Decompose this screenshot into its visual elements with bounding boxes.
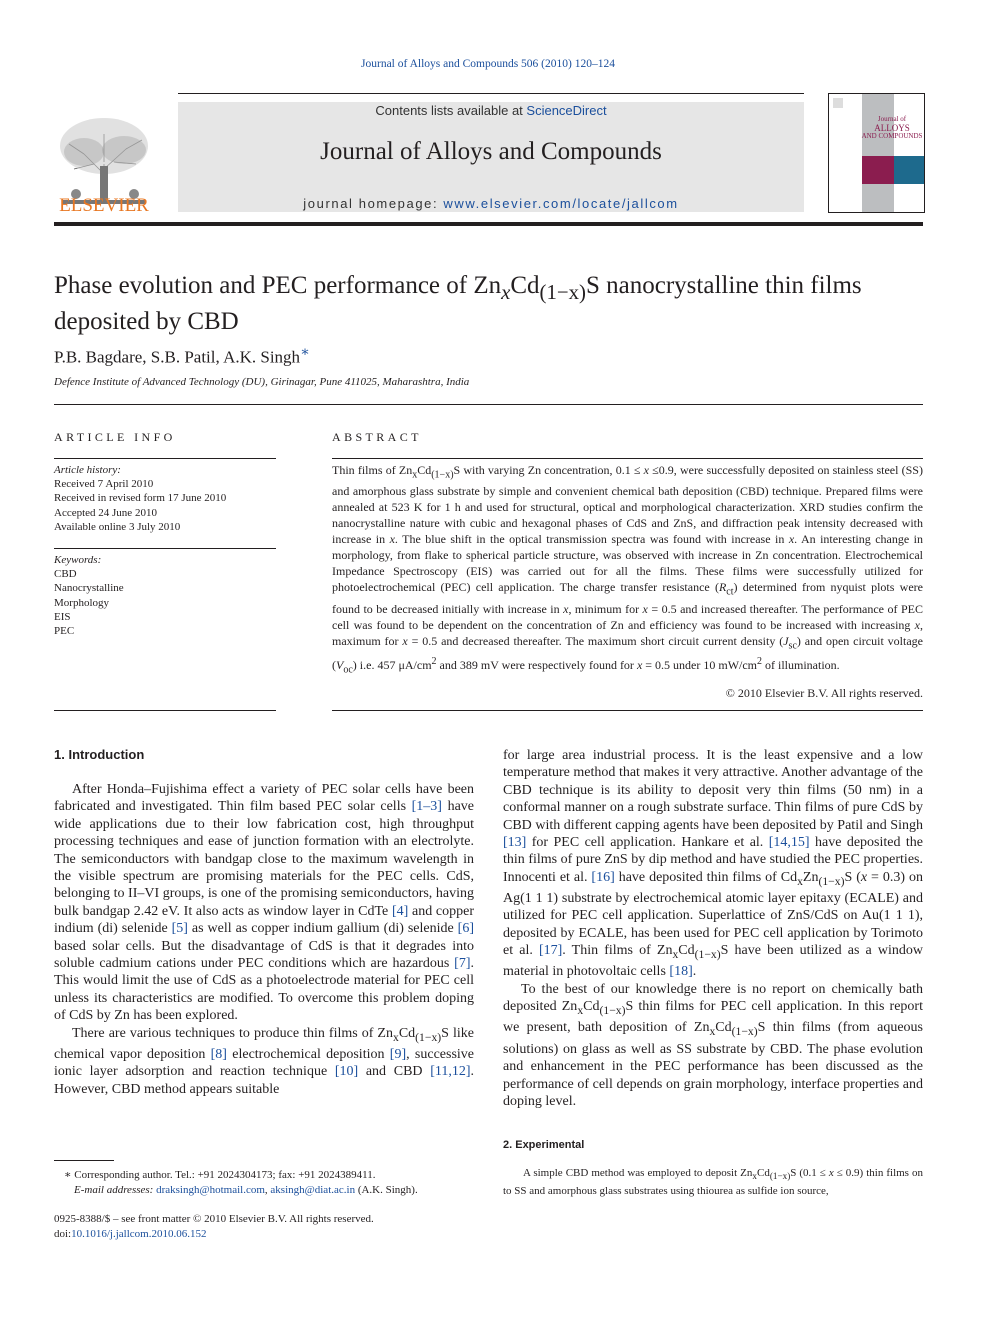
corresponding-author-mark[interactable]: ∗ (300, 344, 310, 360)
keyword: Morphology (54, 596, 109, 609)
email-link-2[interactable]: aksingh@diat.ac.in (270, 1183, 356, 1196)
affiliation: Defence Institute of Advanced Technology (DU), Girinagar, Pune 411025, Maharashtra, India (54, 376, 470, 388)
reference-link[interactable]: [11,12] (430, 1064, 471, 1080)
keyword: Nanocrystalline (54, 582, 124, 595)
history-item: Received in revised form 17 June 2010 (54, 492, 227, 505)
right-column (503, 747, 923, 1110)
journal-citation[interactable]: Journal of Alloys and Compounds 506 (2010) 120–124 (361, 58, 615, 70)
affiliation-rule (54, 404, 923, 405)
introduction-heading: 1. Introduction (54, 747, 145, 762)
sciencedirect-link[interactable]: ScienceDirect (526, 103, 607, 118)
cover-magenta-block (862, 156, 894, 184)
homepage-link[interactable]: www.elsevier.com/locate/jallcom (443, 196, 679, 211)
abstract-rule (332, 458, 923, 459)
masthead-top-rule (178, 93, 804, 94)
cover-publisher-mark (833, 98, 843, 108)
intro-paragraph-3: for large area industrial process. It is the least expensive and a low temperature method that makes it very attractive. Another advantage of the CBD technique is its ability to deposit very thin films (50 nm) in a conformal manner on a rough substrate surface. Thin films of pure CdS by CBD with different capping agents have been deposited by Patil and Singh [13] for PEC cell application. Hankare et al. [14,15] have deposited the thin films of pure ZnS by dip method and have studied the PEC properties. Innocenti et al. [16] have deposited thin films of $Cd_xZn_{(1-x)}S$ (x = 0.3) on Ag(1 1 1) substrate by electrochemical atomic layer epitaxy (ECALE) and utilized for PEC cell application. Superlattice of ZnS/CdS on Au(1 1 1), deposited by ECALE, has been used for PEC cell application by Torimoto et al. [17]. Thin films of $Zn_xCd_{(1-x)}S$ have been utilized as a window material in photovoltaic cells [18]. (503, 748, 924, 980)
intro-paragraph-2: There are various techniques to produce thin films of $Zn_xCd_{(1-x)}S$ like chemical vapor deposition [8] electrochemical deposition [9], successive ionic layer adsorption and reaction technique [10] and CBD [11,12]. However, CBD method appears suitable (54, 1025, 475, 1097)
reference-link[interactable]: [14,15] (768, 835, 810, 851)
reference-link[interactable]: [1–3] (411, 799, 442, 815)
history-item: Accepted 24 June 2010 (54, 506, 157, 519)
journal-name: Journal of Alloys and Compounds (320, 138, 662, 165)
cover-teal-block (894, 156, 924, 184)
reference-link[interactable]: [13] (503, 835, 527, 851)
keywords: Keywords: CBD Nanocrystalline Morphology EIS PEC (54, 553, 276, 638)
reference-link[interactable]: [16] (591, 869, 615, 885)
front-matter: 0925-8388/$ – see front matter © 2010 Elsevier B.V. All rights reserved. doi:10.1016/j.jallcom.2010.06.152 (54, 1213, 374, 1240)
reference-link[interactable]: [10] (334, 1064, 359, 1080)
cover-gray-block-lower (862, 184, 894, 212)
journal-cover-thumbnail (828, 93, 925, 213)
reference-link[interactable]: [6] (457, 921, 474, 937)
article-title: Phase evolution and PEC performance of $Zn_xCd_{(1-x)}S$ nanocrystalline thin films deposited by CBD (54, 272, 862, 335)
experimental-text: A simple CBD method was employed to deposit $Zn_xCd_{(1-x)}S$ (0.1 ≤ x ≤ 0.9) thin films on to SS and amorphous glass substrates using thiourea as sulfide ion source, (503, 1167, 923, 1197)
reference-link[interactable]: [5] (171, 921, 188, 937)
keywords-rule (54, 548, 276, 549)
keyword: EIS (54, 610, 71, 623)
keyword: PEC (54, 625, 75, 638)
keyword: CBD (54, 568, 77, 581)
email-link-1[interactable]: draksingh@hotmail.com (156, 1183, 265, 1196)
elsevier-wordmark: ELSEVIER (59, 195, 149, 216)
doi-link[interactable]: 10.1016/j.jallcom.2010.06.152 (71, 1227, 207, 1240)
intro-paragraph-1: After Honda–Fujishima effect a variety of PEC solar cells have been fabricated and investigated. Thin film based PEC solar cells [1–3] have wide applications due to their low fabrication cost, high throughput processing techniques and ease of junction formation with an electrolyte. The semiconductors with bandgap close to the maximum wavelength in the visible spectrum are promising materials for the PEC cells. CdS, belonging to II–VI groups, is one of the promising semiconductors, having bulk bandgap 2.42 eV. It also acts as window layer in CdTe [4] and copper indium (di) selenide [5] as well as copper indium gallium (di) selenide [6] based solar cells. But the disadvantage of CdS is that it degrades into soluble cadmium cations under PEC conditions which are hazardous [7]. This would limit the use of CdS as a photoelectrode material for PEC cell unless its characteristics are modified. To overcome this problem doping of CdS by Zn has been explored. (54, 782, 474, 1024)
contents-line: Contents lists available at ScienceDirect (375, 103, 607, 118)
abstract-text: Thin films of $Zn_xCd_{(1-x)}S$ with varying Zn concentration, 0.1 ≤ x ≤0.9, were successfully deposited on stainless steel (SS) and amorphous glass substrate by simple and convenient chemical bath deposition (CBD) technique. Prepared films were annealed at 523 K for 1 h and used for structural, optical and morphological characterization. XRD studies confirm the nanocrystalline nature with cubic and hexagonal phases of CdS and ZnS, and diffraction peak intensity decreased with increase in x. The blue shift in the optical transmission spectra was found with increase in x. An interesting change in morphology, from flake to spherical particle structure, was observed with increase in Zn concentration. Electrochemical Impedance Spectroscopy (EIS) was carried out for all the films. These films were successfully utilized for photoelectrochemical (PEC) cell application. The charge transfer resistance $(R_{ct})$ determined from nyquist plots were found to be decreased initially with increase in x, minimum for x = 0.5 and increased thereafter. The performance of PEC cell was found to be dependent on the concentration of Zn and efficiency was found to be increased with increasing x, maximum for x = 0.5 and decreased thereafter. The maximum short circuit current density $(J_{sc})$ and open circuit voltage $(V_{oc})$ i.e. 457 $\mu A/cm^2$ and 389 mV were respectively found for x = 0.5 under 10 $mW/cm^2$ of illumination. (332, 463, 923, 676)
abstract-heading: ABSTRACT (332, 430, 422, 444)
footnote-rule (54, 1160, 114, 1161)
abstract-copyright: © 2010 Elsevier B.V. All rights reserved. (725, 686, 923, 700)
reference-link[interactable]: [8] (210, 1046, 227, 1062)
experimental-heading: 2. Experimental (503, 1139, 585, 1151)
reference-link[interactable]: [9] (389, 1046, 407, 1062)
article-info-heading: ARTICLE INFO (54, 430, 176, 444)
authors: P.B. Bagdare, S.B. Patil, A.K. Singh∗ (54, 344, 310, 367)
reference-link[interactable]: [18] (669, 964, 693, 980)
header-rule (54, 222, 923, 226)
reference-link[interactable]: [4] (391, 903, 409, 919)
left-column (54, 781, 474, 1098)
journal-homepage: journal homepage: www.elsevier.com/locate/jallcom (303, 196, 679, 211)
abstract-bottom-rule (332, 710, 923, 711)
cover-title: Journal of ALLOYS AND COMPOUNDS (861, 115, 923, 140)
article-info-rule (54, 458, 276, 459)
intro-paragraph-4: To the best of our knowledge there is no report on chemically bath deposited $Zn_xCd_{(1-x)}S$ thin films for PEC cell application. In this report we present, bath deposition of $Zn_xCd_{(1-x)}S$ thin films (from aqueous solutions) on glass as well as SS substrate by CBD. The phase evolution and enhancement in the PEC performance has been discussed as the performance of cell depends on grain morphology, interface properties and doping level. (503, 981, 923, 1109)
article-history: Article history: Received 7 April 2010 Received in revised form 17 June 2010 Accepted 24 June 2010 Available online 3 July 2010 (54, 463, 276, 534)
reference-link[interactable]: [7] (454, 956, 471, 972)
article-info-bottom-rule (54, 710, 276, 711)
reference-link[interactable]: [17] (538, 943, 563, 959)
history-item: Available online 3 July 2010 (54, 520, 181, 533)
history-item: Received 7 April 2010 (54, 478, 154, 491)
corresponding-author-footnote: ∗ Corresponding author. Tel.: +91 2024304173; fax: +91 2024389411. E-mail addresses: draksingh@hotmail.com, aksingh@diat.ac.in (A.K. Singh). (64, 1169, 418, 1196)
